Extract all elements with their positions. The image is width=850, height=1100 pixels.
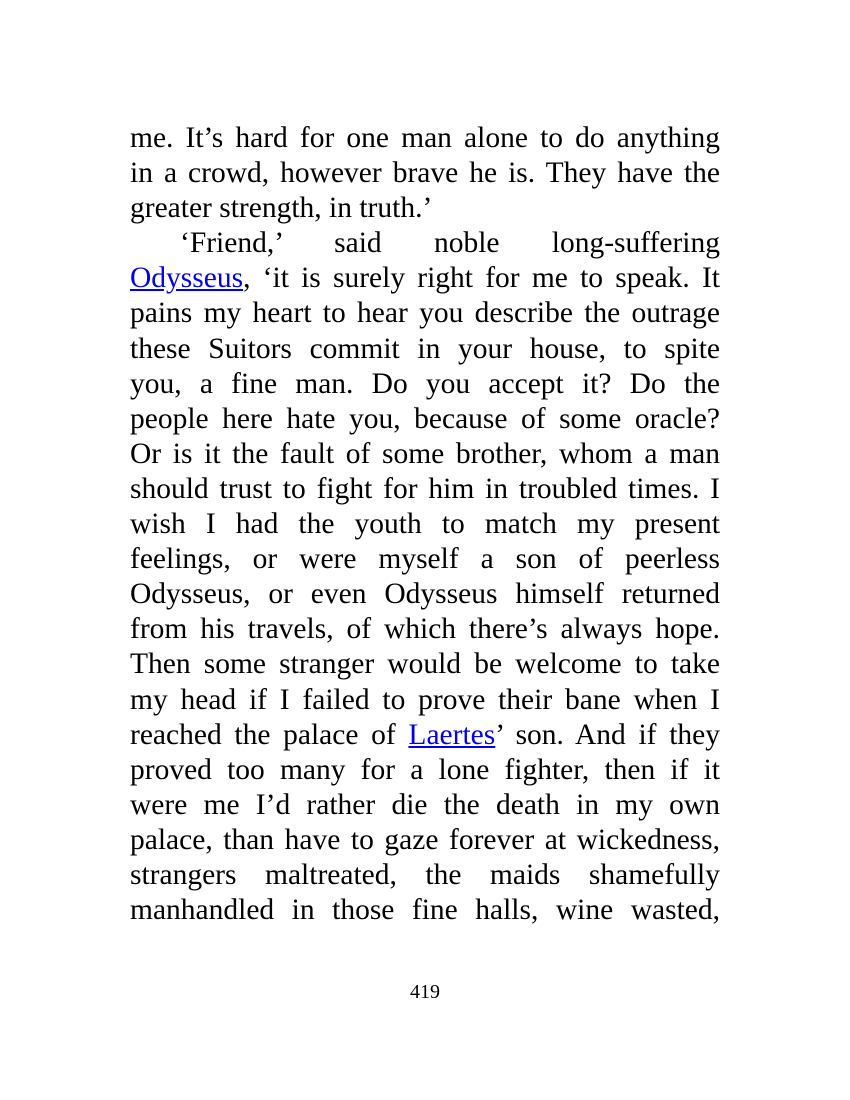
text-line-18-start: reached the palace of [130, 718, 409, 751]
text-line-2: in a crowd, however brave he is. They have the [130, 157, 720, 190]
laertes-link[interactable]: Laertes [408, 718, 496, 751]
odysseus-link[interactable]: Odysseus [130, 262, 244, 295]
body-text [130, 121, 720, 928]
text-line-12: wish I had the youth to match my present [130, 508, 720, 541]
text-line-21: palace, than have to gaze forever at wickedness, [130, 823, 720, 856]
text-line-10: Or is it the fault of some brother, whom a man [130, 437, 720, 470]
text-line-16: Then some stranger would be welcome to take [130, 648, 720, 681]
text-line-18 [130, 718, 720, 753]
text-line-9: people here hate you, because of some oracle? [130, 402, 720, 435]
text-line-5-rest: , ‘it is surely right for me to speak. It [243, 262, 720, 295]
text-line-14: Odysseus, or even Odysseus himself returned [130, 578, 720, 611]
text-line-6: pains my heart to hear you describe the outrage [130, 297, 720, 330]
page-number: 419 [410, 981, 440, 1003]
text-line-5 [130, 261, 720, 296]
text-line-1: me. It’s hard for one man alone to do anything [130, 122, 720, 154]
text-line-22: strangers maltreated, the maids shamefully [130, 858, 720, 891]
text-line-13: feelings, or were myself a son of peerless [130, 543, 720, 576]
text-line-20: were me I’d rather die the death in my own [130, 788, 720, 821]
text-line-8: you, a fine man. Do you accept it? Do the [130, 367, 720, 400]
text-line-17: my head if I failed to prove their bane when I [130, 683, 720, 716]
text-line-18-rest: ’ son. And if they [495, 718, 720, 751]
text-line-23: manhandled in those fine halls, wine wasted, [130, 894, 720, 927]
text-line-19: proved too many for a lone fighter, then if it [130, 753, 720, 786]
text-line-7: these Suitors commit in your house, to spite [130, 332, 720, 365]
text-line-15: from his travels, of which there’s always hope. [130, 613, 720, 646]
text-line-11: should trust to fight for him in troubled times. I [130, 472, 720, 505]
text-line-3: greater strength, in truth.’ [130, 192, 433, 225]
text-line-4: ‘Friend,’ said noble long-suffering [180, 227, 720, 260]
